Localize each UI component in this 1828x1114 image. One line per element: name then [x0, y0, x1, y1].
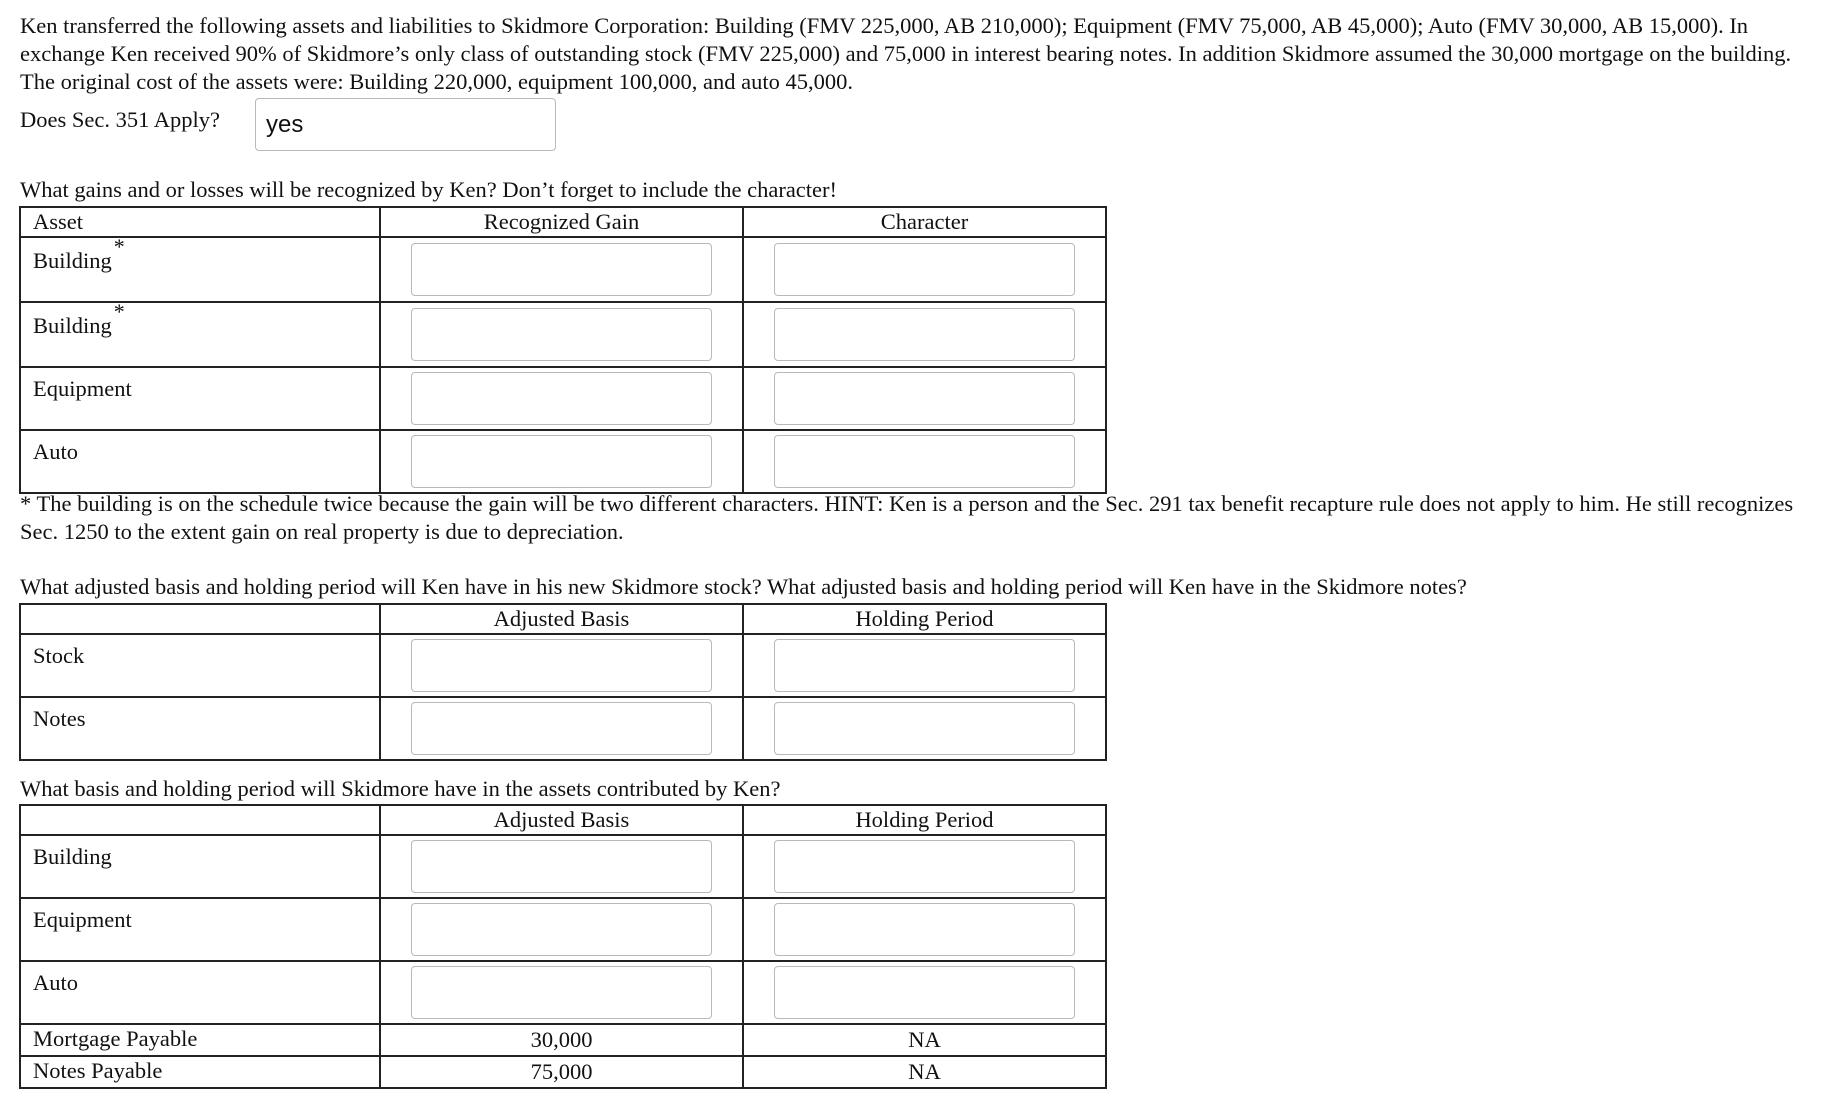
row-label-building-2: Building* — [20, 302, 380, 367]
skidmore-basis-table — [19, 804, 1107, 1089]
table-row — [20, 898, 1106, 961]
col-blank-header — [20, 805, 380, 835]
col-adjusted-basis-header: Adjusted Basis — [380, 805, 743, 835]
table-row — [20, 1024, 1106, 1056]
footnote: * The building is on the schedule twice because the gain will be two different characters. HINT: Ken is a person and the Sec. 291 tax benefit recapture rule does not apply to him. He still recognizes Sec. 1250 to the extent gain on real property is due to depreciation. — [20, 491, 1794, 544]
row-label-equipment: Equipment — [20, 367, 380, 430]
row-label-notes-payable: Notes Payable — [20, 1056, 380, 1088]
sec351-answer-input[interactable]: yes — [255, 98, 556, 151]
ken-basis-table — [19, 603, 1107, 761]
col-asset-header: Asset — [20, 207, 380, 237]
asterisk-marker: * — [113, 299, 125, 324]
equipment-gain-input[interactable] — [411, 372, 712, 425]
stock-basis-input[interactable] — [411, 639, 712, 692]
building-2-character-input[interactable] — [774, 308, 1075, 361]
asterisk-marker: * — [113, 234, 125, 259]
table-row — [20, 961, 1106, 1024]
table-row — [20, 237, 1106, 302]
building-1-character-input[interactable] — [774, 243, 1075, 296]
gains-heading: What gains and or losses will be recognized by Ken? Don’t forget to include the character! — [20, 177, 838, 202]
auto-holding-period-input[interactable] — [774, 966, 1075, 1019]
stock-holding-period-input[interactable] — [774, 639, 1075, 692]
equipment-basis-input[interactable] — [411, 903, 712, 956]
skidmore-basis-heading: What basis and holding period will Skidmore have in the assets contributed by Ken? — [20, 776, 781, 801]
mortgage-basis-value: 30,000 — [380, 1024, 743, 1056]
col-recognized-gain-header: Recognized Gain — [380, 207, 743, 237]
row-label-auto: Auto — [20, 961, 380, 1024]
row-label-building: Building — [20, 835, 380, 898]
col-adjusted-basis-header: Adjusted Basis — [380, 604, 743, 634]
table-row — [20, 1056, 1106, 1088]
table-row — [20, 697, 1106, 760]
notes-payable-period-value: NA — [743, 1056, 1106, 1088]
notes-basis-input[interactable] — [411, 702, 712, 755]
col-holding-period-header: Holding Period — [743, 805, 1106, 835]
col-character-header: Character — [743, 207, 1106, 237]
table-row — [20, 835, 1106, 898]
gains-table — [19, 206, 1107, 494]
building-1-gain-input[interactable] — [411, 243, 712, 296]
ken-basis-heading: What adjusted basis and holding period will Ken have in his new Skidmore stock? What adjusted basis and holding period will Ken have in the Skidmore notes? — [20, 574, 1467, 599]
col-blank-header — [20, 604, 380, 634]
problem-statement: Ken transferred the following assets and liabilities to Skidmore Corporation: Building (FMV 225,000, AB 210,000); Equipment (FMV 75,000, AB 45,000); Auto (FMV 30,000, AB 15,000). In exchange Ken received 90% of Skidmore’s only class of outstanding stock (FMV 225,000) and 75,000 in interest bearing notes. In addition Skidmore assumed the 30,000 mortgage on the building. The original cost of the assets were: Building 220,000, equipment 100,000, and auto 45,000. — [20, 13, 1792, 94]
row-label-auto: Auto — [20, 430, 380, 493]
equipment-holding-period-input[interactable] — [774, 903, 1075, 956]
table-row — [20, 430, 1106, 493]
row-label-stock: Stock — [20, 634, 380, 697]
building-holding-period-input[interactable] — [774, 840, 1075, 893]
mortgage-period-value: NA — [743, 1024, 1106, 1056]
auto-basis-input[interactable] — [411, 966, 712, 1019]
col-holding-period-header: Holding Period — [743, 604, 1106, 634]
equipment-character-input[interactable] — [774, 372, 1075, 425]
notes-payable-basis-value: 75,000 — [380, 1056, 743, 1088]
table-row — [20, 367, 1106, 430]
row-label-building-1: Building* — [20, 237, 380, 302]
row-label-mortgage-payable: Mortgage Payable — [20, 1024, 380, 1056]
table-row — [20, 302, 1106, 367]
building-basis-input[interactable] — [411, 840, 712, 893]
auto-gain-input[interactable] — [411, 435, 712, 488]
auto-character-input[interactable] — [774, 435, 1075, 488]
sec351-question: Does Sec. 351 Apply? — [20, 107, 220, 132]
table-row — [20, 634, 1106, 697]
notes-holding-period-input[interactable] — [774, 702, 1075, 755]
row-label-equipment: Equipment — [20, 898, 380, 961]
building-2-gain-input[interactable] — [411, 308, 712, 361]
row-label-notes: Notes — [20, 697, 380, 760]
